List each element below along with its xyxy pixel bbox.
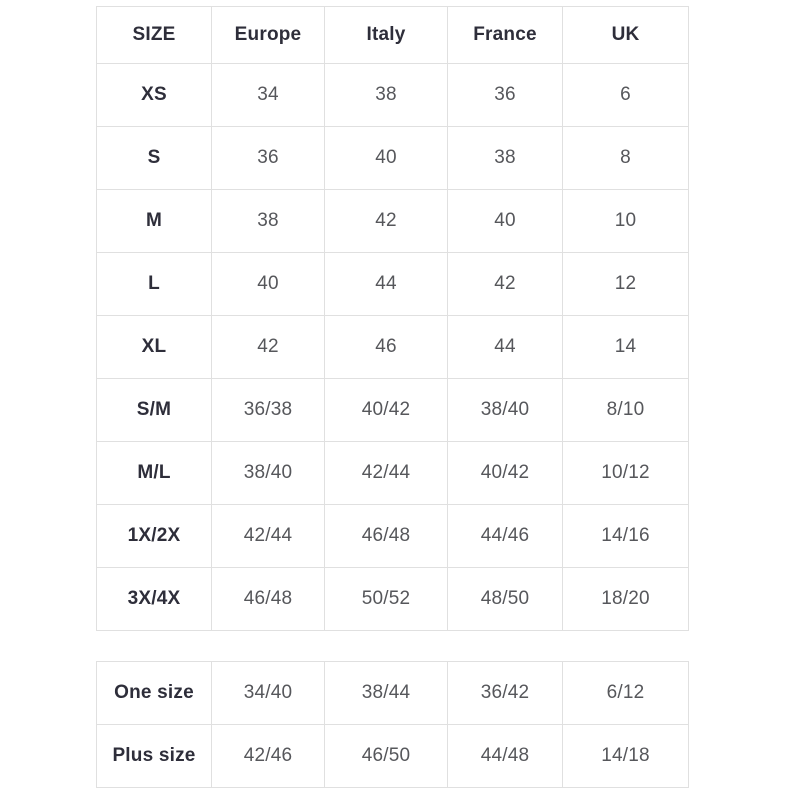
value-cell: 14/18 — [563, 725, 689, 788]
value-cell: 10/12 — [563, 442, 689, 505]
value-cell: 10 — [563, 190, 689, 253]
tables-wrap — [96, 6, 688, 788]
table-row — [97, 725, 689, 788]
value-cell: 46 — [325, 316, 448, 379]
value-cell: 46/50 — [325, 725, 448, 788]
value-cell: 34 — [212, 64, 325, 127]
value-cell: 38/44 — [325, 662, 448, 725]
table-row — [97, 127, 689, 190]
value-cell: 48/50 — [448, 568, 563, 631]
size-cell: XL — [97, 316, 212, 379]
column-header-size: SIZE — [97, 7, 212, 64]
value-cell: 40 — [212, 253, 325, 316]
table-row — [97, 442, 689, 505]
column-header-france: France — [448, 7, 563, 64]
value-cell: 36 — [448, 64, 563, 127]
value-cell: 38/40 — [448, 379, 563, 442]
column-header-italy: Italy — [325, 7, 448, 64]
header-row — [97, 7, 689, 64]
value-cell: 38/40 — [212, 442, 325, 505]
size-conversion-table — [96, 6, 689, 631]
value-cell: 36/42 — [448, 662, 563, 725]
size-cell: S/M — [97, 379, 212, 442]
table-row — [97, 316, 689, 379]
size-cell: S — [97, 127, 212, 190]
value-cell: 44/46 — [448, 505, 563, 568]
value-cell: 12 — [563, 253, 689, 316]
table-row — [97, 253, 689, 316]
size-cell: 1X/2X — [97, 505, 212, 568]
column-header-europe: Europe — [212, 7, 325, 64]
value-cell: 38 — [212, 190, 325, 253]
value-cell: 44/48 — [448, 725, 563, 788]
value-cell: 42/44 — [212, 505, 325, 568]
value-cell: 14 — [563, 316, 689, 379]
value-cell: 42 — [325, 190, 448, 253]
value-cell: 8/10 — [563, 379, 689, 442]
value-cell: 46/48 — [325, 505, 448, 568]
size-cell: L — [97, 253, 212, 316]
size-cell: One size — [97, 662, 212, 725]
value-cell: 8 — [563, 127, 689, 190]
size-cell: Plus size — [97, 725, 212, 788]
value-cell: 42 — [448, 253, 563, 316]
special-sizes-table — [96, 661, 689, 788]
value-cell: 42 — [212, 316, 325, 379]
value-cell: 34/40 — [212, 662, 325, 725]
value-cell: 42/44 — [325, 442, 448, 505]
column-header-uk: UK — [563, 7, 689, 64]
value-cell: 50/52 — [325, 568, 448, 631]
table-row — [97, 64, 689, 127]
table-gap — [96, 631, 688, 661]
value-cell: 36/38 — [212, 379, 325, 442]
table-row — [97, 379, 689, 442]
value-cell: 18/20 — [563, 568, 689, 631]
table-row — [97, 568, 689, 631]
value-cell: 44 — [448, 316, 563, 379]
value-cell: 40 — [325, 127, 448, 190]
value-cell: 38 — [325, 64, 448, 127]
table-row — [97, 505, 689, 568]
value-cell: 40/42 — [448, 442, 563, 505]
size-cell: XS — [97, 64, 212, 127]
value-cell: 42/46 — [212, 725, 325, 788]
value-cell: 44 — [325, 253, 448, 316]
value-cell: 6 — [563, 64, 689, 127]
size-cell: M/L — [97, 442, 212, 505]
value-cell: 6/12 — [563, 662, 689, 725]
value-cell: 36 — [212, 127, 325, 190]
size-cell: 3X/4X — [97, 568, 212, 631]
value-cell: 38 — [448, 127, 563, 190]
table-row — [97, 662, 689, 725]
size-cell: M — [97, 190, 212, 253]
table-row — [97, 190, 689, 253]
value-cell: 14/16 — [563, 505, 689, 568]
value-cell: 46/48 — [212, 568, 325, 631]
value-cell: 40/42 — [325, 379, 448, 442]
value-cell: 40 — [448, 190, 563, 253]
